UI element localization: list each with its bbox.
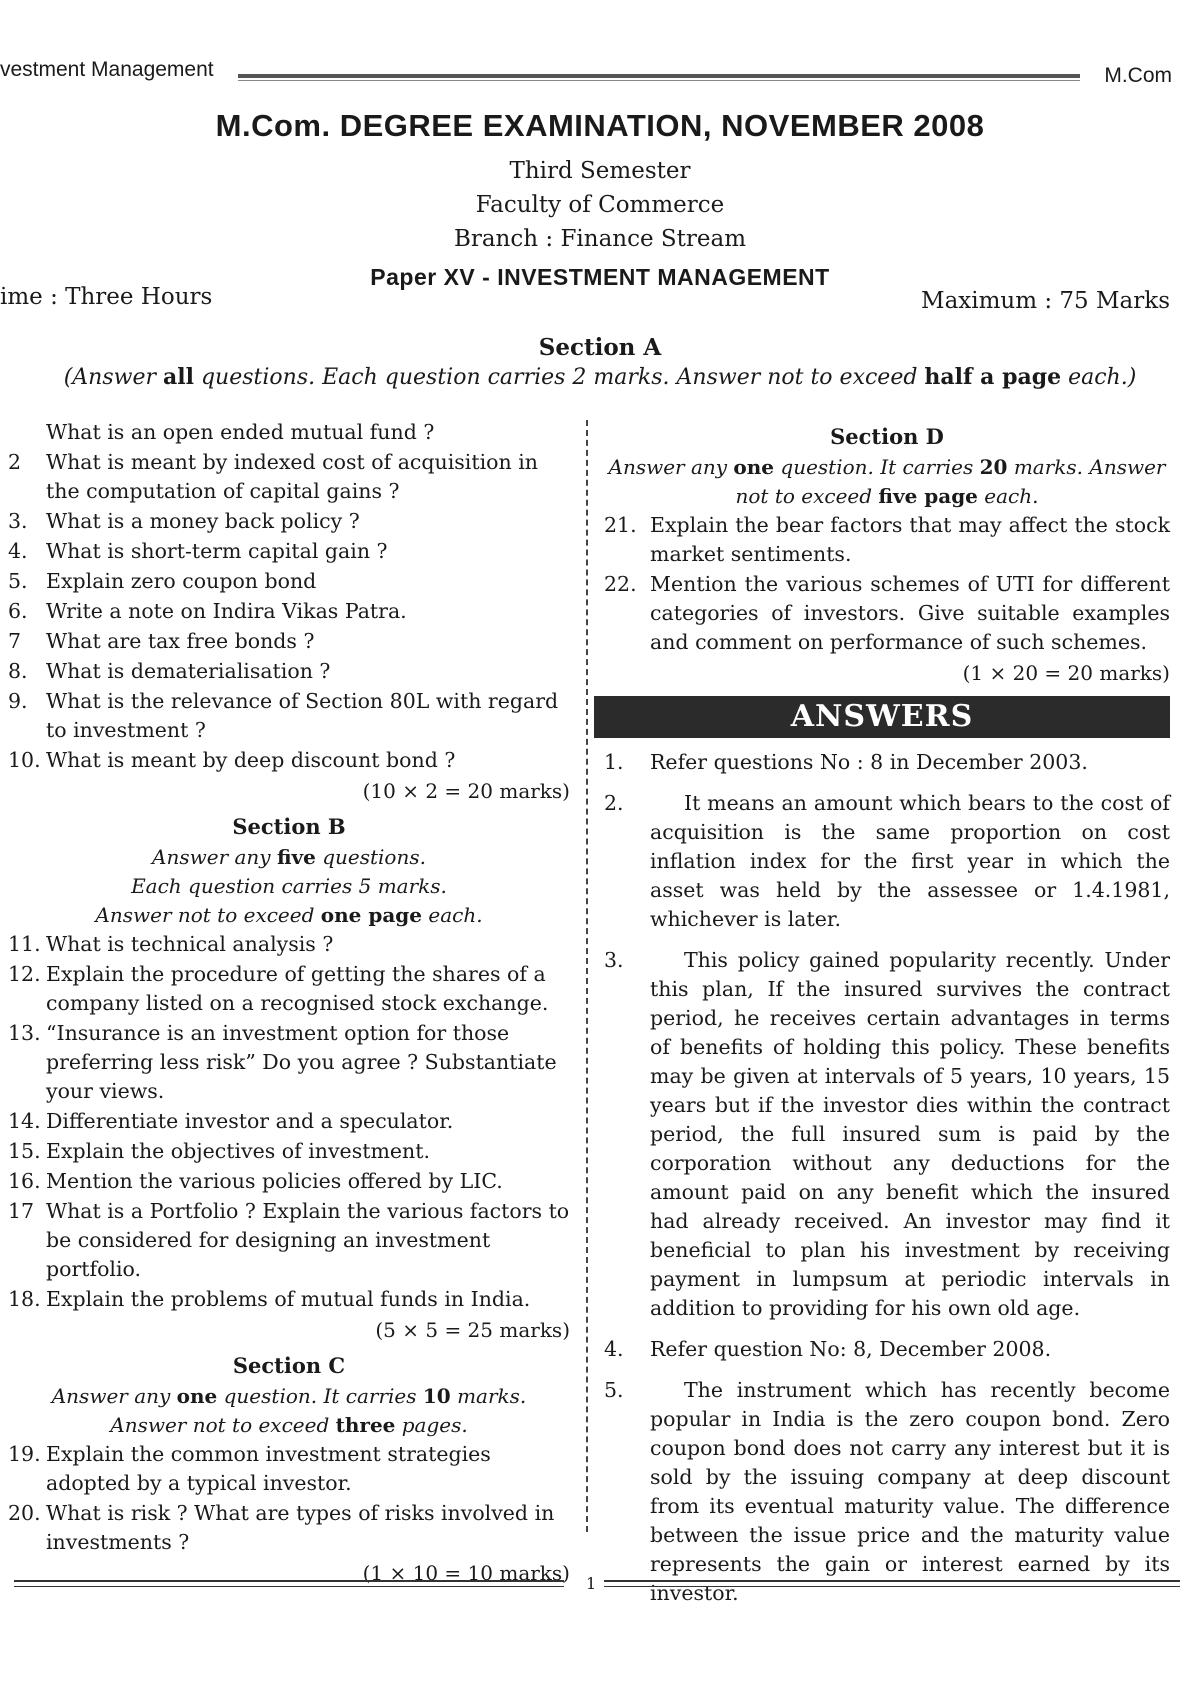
question-item: 3. What is a money back policy ? bbox=[8, 509, 360, 533]
section-d-heading: Section D bbox=[830, 424, 944, 449]
exam-title: M.Com. DEGREE EXAMINATION, NOVEMBER 2008 bbox=[215, 108, 985, 143]
question-item: 19. Explain the common investment strategies adopted by a typical investor. bbox=[8, 1442, 491, 1495]
footer-rule-right bbox=[604, 1580, 1180, 1582]
answer-item: 3. This policy gained popularity recently. Under this plan, If the insured survives the contract period, he receives certain advantages in terms of benefits of holding this policy. These benefits may be given at intervals of 5 years, 10 years, 15 years but if the investor dies within the contract period, the full insured sum is paid by the corporation without any deductions for the amount paid on any benefit which the insured had already received. An investor may find it beneficial to plan his investment by receiving payment in lumpsum at periodic intervals in addition to providing for his own old age. bbox=[604, 948, 1170, 1320]
section-b-heading: Section B bbox=[232, 814, 346, 839]
running-header bbox=[0, 50, 1200, 90]
page-footer bbox=[14, 1576, 1180, 1596]
footer-rule-right-thin bbox=[604, 1586, 1180, 1587]
section-c-heading: Section C bbox=[232, 1353, 346, 1378]
question-item: 7 What are tax free bonds ? bbox=[8, 629, 315, 653]
header-rule-thin bbox=[238, 80, 1080, 81]
running-header-left: vestment Management bbox=[0, 58, 214, 81]
branch: Branch : Finance Stream bbox=[453, 226, 747, 252]
answer-item: 4. Refer question No: 8, December 2008. bbox=[604, 1337, 1052, 1361]
question-item: 16. Mention the various policies offered by LIC. bbox=[8, 1169, 503, 1193]
page-number: 1 bbox=[586, 1574, 597, 1593]
section-b-questions bbox=[8, 930, 570, 1314]
question-item: 22. Mention the various schemes of UTI for different categories of investors. Give suitable examples and comment on performance of such schemes. bbox=[604, 572, 1170, 654]
answer-item: 5. The instrument which has recently become popular in India is the zero coupon bond. Zero coupon bond does not carry any interest but it is sold by the issuing company at deep discount from its eventual maturity value. The difference between the issue price and the maturity value represents the gain or interest earned by its investor. bbox=[604, 1378, 1170, 1605]
question-item: 14. Differentiate investor and a speculator. bbox=[8, 1109, 454, 1133]
section-d-questions bbox=[604, 511, 1170, 657]
question-item: 12. Explain the procedure of getting the shares of a company listed on a recognised stock exchange. bbox=[8, 962, 549, 1015]
answer-item: 1. Refer questions No : 8 in December 2003. bbox=[604, 750, 1088, 774]
section-c-marks: (1 × 10 = 10 marks) bbox=[362, 1561, 570, 1585]
section-b-instructions: Answer any five questions. Each question carries 5 marks. Answer not to exceed one page each. bbox=[95, 845, 483, 927]
section-c-instructions: Answer any one question. It carries 10 marks. Answer not to exceed three pages. bbox=[51, 1384, 527, 1437]
question-item: 21. Explain the bear factors that may affect the stock market sentiments. bbox=[604, 513, 1170, 566]
question-item: What is an open ended mutual fund ? bbox=[46, 420, 435, 444]
left-column bbox=[8, 418, 570, 1594]
footer-rule-left bbox=[14, 1580, 564, 1582]
question-item: 10. What is meant by deep discount bond ? bbox=[8, 748, 456, 772]
question-item: 13. “Insurance is an investment option for those preferring less risk” Do you agree ? Substantiate your views. bbox=[8, 1021, 557, 1103]
section-a-marks: (10 × 2 = 20 marks) bbox=[362, 779, 570, 803]
maximum-marks: Maximum : 75 Marks bbox=[921, 288, 1170, 314]
paper-title: Paper XV - INVESTMENT MANAGEMENT bbox=[370, 264, 830, 290]
section-c-questions bbox=[8, 1440, 570, 1557]
header-rule bbox=[238, 74, 1080, 78]
semester: Third Semester bbox=[509, 158, 691, 184]
question-item: 18. Explain the problems of mutual funds in India. bbox=[8, 1287, 531, 1311]
section-d-instructions: Answer any one question. It carries 20 marks. Answer not to exceed five page each. bbox=[608, 455, 1166, 508]
answers-list bbox=[604, 748, 1170, 1608]
question-item: 4. What is short-term capital gain ? bbox=[8, 539, 388, 563]
answers-banner: ANSWERS bbox=[594, 696, 1170, 738]
question-item: 5. Explain zero coupon bond bbox=[8, 569, 317, 593]
section-d-marks: (1 × 20 = 20 marks) bbox=[962, 661, 1170, 685]
question-item: 2 What is meant by indexed cost of acquisition in the computation of capital gains ? bbox=[8, 450, 538, 503]
question-item: 6. Write a note on Indira Vikas Patra. bbox=[8, 599, 407, 623]
footer-rule-left-thin bbox=[14, 1586, 564, 1587]
section-b-marks: (5 × 5 = 25 marks) bbox=[375, 1318, 570, 1342]
time-allowed: ime : Three Hours bbox=[0, 284, 213, 310]
right-column bbox=[604, 418, 1170, 1620]
question-item: 11. What is technical analysis ? bbox=[8, 932, 334, 956]
section-a-instructions: (Answer all questions. Each question carries 2 marks. Answer not to exceed half a page each.) bbox=[63, 364, 1137, 390]
question-item: 17 What is a Portfolio ? Explain the various factors to be considered for designing an investment portfolio. bbox=[8, 1199, 570, 1281]
faculty: Faculty of Commerce bbox=[475, 192, 725, 218]
question-item: 15. Explain the objectives of investment. bbox=[8, 1139, 430, 1163]
question-item: 8. What is dematerialisation ? bbox=[8, 659, 331, 683]
question-item: 20. What is risk ? What are types of risks involved in investments ? bbox=[8, 1501, 555, 1554]
running-header-right: M.Com bbox=[1104, 64, 1172, 87]
answer-item: 2. It means an amount which bears to the cost of acquisition is the same proportion on cost inflation index for the first year in which the asset was held by the assessee or 1.4.1981, whichever is later. bbox=[604, 791, 1170, 931]
question-item: 9. What is the relevance of Section 80L with regard to investment ? bbox=[8, 689, 559, 742]
section-a-questions bbox=[8, 418, 570, 775]
section-a-heading: Section A bbox=[538, 334, 662, 361]
column-divider bbox=[586, 420, 588, 1532]
